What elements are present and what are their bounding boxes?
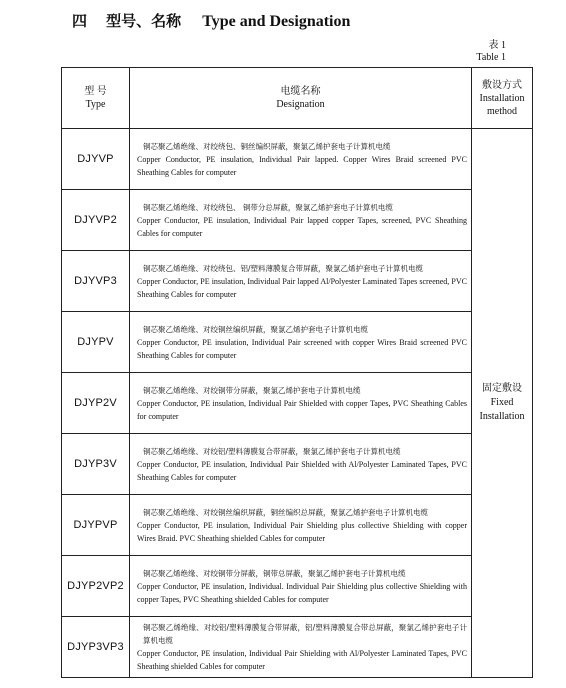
designation-en: Copper Conductor, PE insulation, Individual Pair lapped copper Tapes, screened, PVC Sheathing Cables for computer (137, 215, 467, 238)
method-en-2: Installation (479, 411, 525, 422)
table-row (62, 434, 533, 495)
designation-zh: 铜芯聚乙烯绝缘、对绞铜带分屏蔽，铜带总屏蔽，聚氯乙烯护套电子计算机电缆 (143, 568, 406, 578)
table-header-row (62, 68, 533, 129)
designation-en: Copper Conductor, PE insulation, Individual Pair Shielding plus collective Shielding with copper Wires Braid. PVC Sheathing shielded Cables for computer (137, 520, 467, 543)
table-label (476, 40, 506, 64)
designation-en: Copper Conductor, PE insulation, Individual Pair Shielded with Al/Polyester Laminated Tapes, PVC Sheathing Cables for computer (137, 459, 467, 482)
type-cell: DJYPV (62, 312, 130, 373)
designation-zh: 铜芯聚乙烯绝缘、对绞铝/塑料薄膜复合带屏蔽，铝/塑料薄膜复合带总屏蔽，聚氯乙烯护套电子计算机电缆 (143, 623, 467, 645)
type-cell: DJYVP (62, 129, 130, 190)
type-cell: DJYP3VP3 (62, 617, 130, 678)
designation-en: Copper Conductor, PE insulation, Individual Pair screened with copper Wires Braid screened PVC Sheathing Cables for computer (137, 337, 467, 360)
designation-cell (130, 190, 472, 251)
designation-en: Copper Conductor, PE insulation, Individual Pair lapped. Copper Wires Braid screened PVC Sheathing Cables for computer (137, 154, 467, 177)
method-header-en-2: method (487, 105, 517, 117)
designation-en: Copper Conductor, PE insulation, Individual Pair Shielding with Al/Polyester Laminated Tapes, PVC Sheathing shielded Cables for computer (137, 649, 467, 671)
method-cell (472, 129, 533, 678)
designation-en: Copper Conductor, PE insulation, Individual Pair Shielded with copper Tapes, PVC Sheathing Cables for computer (137, 398, 467, 421)
type-header-en: Type (85, 99, 106, 110)
table-row (62, 495, 533, 556)
type-cell: DJYPVP (62, 495, 130, 556)
designation-zh: 铜芯聚乙烯绝缘、对绞绕包、铜丝编织屏蔽，聚氯乙烯护套电子计算机电缆 (143, 141, 391, 151)
designation-cell (130, 312, 472, 373)
designation-cell (130, 434, 472, 495)
table-label-en: Table 1 (476, 52, 506, 63)
designation-cell (130, 617, 472, 678)
type-cell: DJYVP2 (62, 190, 130, 251)
designation-table (61, 67, 533, 678)
section-title-en: Type and Designation (202, 13, 351, 30)
designation-column-header (130, 68, 472, 129)
designation-zh: 铜芯聚乙烯绝缘、对绞铜丝编织屏蔽，聚氯乙烯护套电子计算机电缆 (143, 324, 368, 334)
designation-cell (130, 556, 472, 617)
designation-cell (130, 495, 472, 556)
table-row (62, 190, 533, 251)
type-cell: DJYP3V (62, 434, 130, 495)
designation-header-en: Designation (276, 99, 325, 110)
table-row (62, 129, 533, 190)
table-row (62, 373, 533, 434)
method-header-en-1: Installation (479, 92, 525, 104)
section-heading (72, 10, 350, 36)
table-label-zh: 表 1 (488, 40, 506, 51)
designation-en: Copper Conductor, PE insulation, Individual Pair lapped Al/Polyester Laminated Tapes screened, PVC Sheathing Cables for computer (137, 276, 467, 299)
designation-zh: 铜芯聚乙烯绝缘、对绞铜带分屏蔽，聚氯乙烯护套电子计算机电缆 (143, 385, 361, 395)
type-cell: DJYP2VP2 (62, 556, 130, 617)
method-header-zh: 敷设方式 (482, 79, 522, 91)
type-column-header (62, 68, 130, 129)
table-row (62, 617, 533, 678)
designation-zh: 铜芯聚乙烯绝缘、对绞铝/塑料薄膜复合带屏蔽，聚氯乙烯护套电子计算机电缆 (143, 446, 401, 456)
method-en-1: Fixed (490, 397, 514, 408)
section-number: 四 (72, 12, 88, 30)
section-title-zh: 型号、名称 (106, 12, 182, 30)
designation-cell (130, 251, 472, 312)
table-row (62, 312, 533, 373)
type-cell: DJYVP3 (62, 251, 130, 312)
designation-cell (130, 129, 472, 190)
table-row (62, 251, 533, 312)
type-header-zh: 型 号 (84, 86, 107, 97)
designation-zh: 铜芯聚乙烯绝缘、对绞绕包、 铜带分总屏蔽，聚氯乙烯护套电子计算机电缆 (143, 202, 393, 212)
method-zh: 固定敷设 (482, 383, 522, 394)
designation-cell (130, 373, 472, 434)
designation-en: Copper Conductor, PE insulation, Individual. Individual Pair Shielding plus collective Shielding with copper Tapes, PVC Sheathing shielded Cables for computer (137, 581, 467, 604)
type-cell: DJYP2V (62, 373, 130, 434)
designation-zh: 铜芯聚乙烯绝缘、对绞铜丝编织屏蔽，铜丝编织总屏蔽，聚氯乙烯护套电子计算机电缆 (143, 507, 428, 517)
method-column-header (472, 68, 533, 129)
designation-zh: 铜芯聚乙烯绝缘、对绞绕包、铝/塑料薄膜复合带屏蔽，聚氯乙烯护套电子计算机电缆 (143, 263, 424, 273)
designation-header-zh: 电缆名称 (280, 86, 321, 97)
table-row (62, 556, 533, 617)
